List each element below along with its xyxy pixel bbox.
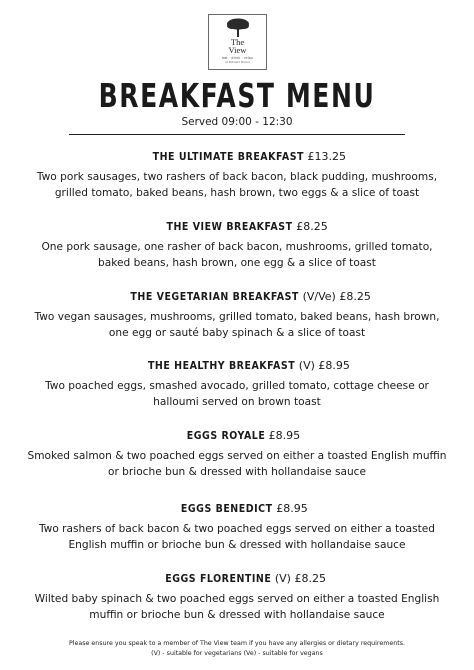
menu-item-description: Two pork sausages, two rashers of back bacon, black pudding, mushrooms, grilled tomato, baked beans, hash brown, two eggs & a slice of toast [36, 171, 438, 199]
menu-item-heading [24, 150, 450, 164]
menu-item-price: £13.25 [304, 150, 347, 163]
menu-item-description: Wilted baby spinach & two poached eggs served on either a toasted English muffin or brioche bun & dressed with hollandaise sauce [34, 593, 440, 621]
menu-item-heading [24, 429, 450, 443]
logo-subline: at 366 Kent Marina [225, 61, 250, 64]
allergy-note: Please ensure you speak to a member of The View team if you have any allergies or dietary requirements. [68, 640, 405, 647]
restaurant-logo [208, 14, 267, 70]
serving-hours: Served 09:00 - 12:30 [181, 116, 293, 128]
menu-item-eggs-royale [24, 429, 450, 480]
menu-item-description: Two rashers of back bacon & two poached eggs served on either a toasted English muffin or brioche bun & dressed with hollandaise sauce [38, 523, 436, 551]
menu-item-price: £8.25 [292, 220, 328, 233]
menu-item-price: (V/Ve) £8.25 [299, 290, 371, 303]
menu-item-name: THE VIEW BREAKFAST [166, 220, 293, 233]
page-title: BREAKFAST MENU [98, 76, 376, 115]
menu-item-eggs-florentine [24, 572, 450, 623]
menu-item-heading [24, 359, 450, 373]
menu-item-description: One pork sausage, one rasher of back bacon, mushrooms, grilled tomato, baked beans, hash brown, one egg & a slice of toast [41, 241, 433, 269]
menu-item-healthy-breakfast [24, 359, 450, 410]
tree-icon [225, 18, 251, 38]
menu-item-name: THE ULTIMATE BREAKFAST [152, 150, 305, 163]
footer [0, 639, 474, 658]
menu-item-heading [24, 502, 450, 516]
menu-item-price: (V) £8.95 [295, 359, 350, 372]
menu-item-heading [24, 572, 450, 586]
menu-item-description: Smoked salmon & two poached eggs served on either a toasted English muffin or brioche bun & dressed with hollandaise sauce [27, 450, 447, 478]
menu-item-name: THE HEALTHY BREAKFAST [148, 359, 296, 372]
menu-item-name: EGGS BENEDICT [181, 502, 273, 515]
logo-name: The View [228, 37, 247, 55]
menu-item-description: Two vegan sausages, mushrooms, grilled tomato, baked beans, hash brown, one egg or sauté baby spinach & a slice of toast [34, 311, 440, 339]
divider [69, 134, 405, 135]
menu-item-name: EGGS FLORENTINE [165, 572, 272, 585]
menu-item-ultimate-breakfast [24, 150, 450, 201]
menu-item-heading [24, 220, 450, 234]
menu-item-heading [24, 290, 450, 304]
menu-item-name: EGGS ROYALE [186, 429, 266, 442]
dietary-legend: (V) - suitable for vegetarians (Ve) - suitable for vegans [151, 649, 323, 657]
menu-item-price: £8.95 [272, 502, 308, 515]
menu-item-description: Two poached eggs, smashed avocado, grilled tomato, cottage cheese or halloumi served on brown toast [45, 380, 429, 408]
menu-item-vegetarian-breakfast [24, 290, 450, 341]
menu-item-eggs-benedict [24, 502, 450, 553]
menu-item-view-breakfast [24, 220, 450, 271]
menu-item-name: THE VEGETARIAN BREAKFAST [130, 290, 300, 303]
menu-item-price: £8.95 [265, 429, 301, 442]
menu-item-price: (V) £8.25 [271, 572, 326, 585]
logo-tagline: eat · drink · relax [221, 56, 254, 60]
